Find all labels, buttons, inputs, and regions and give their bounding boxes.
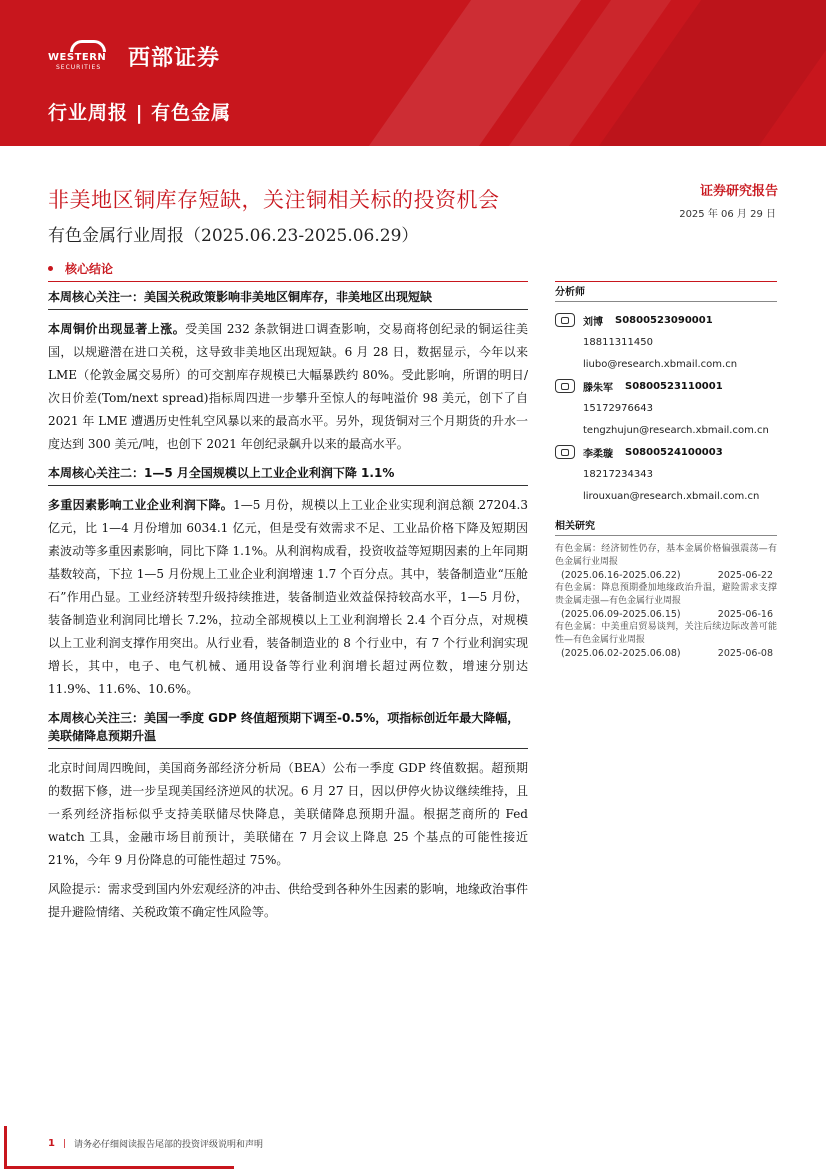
section-label: 核心结论 (65, 262, 114, 276)
analyst-name: 刘博 (583, 316, 603, 328)
report-type: 证券研究报告 (699, 184, 778, 199)
analyst-entry (555, 441, 777, 463)
related-item-date: 2025-06-22 (717, 570, 773, 581)
focus-heading-3: 本周核心关注三：美国一季度 GDP 终值超预期下调至-0.5%，项指标创近年最大降幅，美联储降息预期升温 (48, 707, 528, 749)
main-content (48, 286, 528, 930)
logo-text-en-sub: SECURITIES (56, 64, 102, 71)
focus-paragraph-3: 北京时间周四晚间，美国商务部经济分析局（BEA）公布一季度 GDP 终值数据。超预期的数据下修，进一步呈现美国经济逆风的状况。6 月 27 日，因以伊停火协议继续维持，且一系列经济指标似乎支持美联储尽快降息，美联储降息预期升温。根据芝商所的 Fed watch 工具，金融市场目前预计，美联储在 7 月会议上降息 25 个基点的可能性接近 21%，今年 9 月份降息的可能性超过 75%。 (48, 761, 528, 867)
related-heading: 相关研究 (555, 517, 777, 536)
divider (48, 281, 528, 282)
focus-heading-2: 本周核心关注二：1—5 月全国规模以上工业企业利润下降 1.1% (48, 462, 528, 486)
focus-lead-1: 本周铜价出现显著上涨。 (48, 322, 186, 336)
header-banner (0, 0, 826, 146)
report-subtitle: 有色金属行业周报（2025.06.23-2025.06.29） (48, 226, 419, 246)
phone-icon (555, 445, 575, 459)
risk-warning: 风险提示：需求受到国内外宏观经济的冲击、供给受到各种外生因素的影响，地缘政治事件提升避险情绪、关税政策不确定性风险等。 (48, 882, 529, 919)
analyst-phone: 18811311450 (583, 336, 653, 348)
focus-body-1: 受美国 232 条款铜进口调查影响，交易商将创纪录的铜运往美国，以规避潜在进口关税，这导致非美地区出现短缺。6 月 28 日，数据显示，今年以来 LME（伦敦金属交易所）的可交割库存规模已大幅暴跌约 80%。受此影响，所谓的明日/次日价差(Tom/next spread)指标周四进一步攀升至惊人的每吨溢价 98 美元，创下了自 2021 年 LME 遭遇历史性轧空风暴以来的最高水平。另外，现货铜对三个月期货的升水一度达到 300 美元/吨，也创下 2021 年创纪录飙升以来的最高水平。 (48, 322, 528, 451)
report-category: 行业周报 | 有色金属 (48, 102, 232, 124)
divider (555, 281, 777, 282)
sidebar (555, 283, 777, 660)
related-item-range: (2025.06.02-2025.06.08) (561, 648, 681, 659)
related-item-range: (2025.06.16-2025.06.22) (561, 570, 681, 581)
analyst-phone: 18217234343 (583, 468, 653, 480)
corner-decoration (4, 1126, 7, 1169)
analyst-name: 李柔璇 (583, 448, 613, 460)
related-item-date: 2025-06-08 (717, 648, 773, 659)
related-item-range: (2025.06.09-2025.06.15) (561, 609, 681, 620)
related-item-title[interactable]: 有色金属：经济韧性仍存，基本金属价格偏强震荡—有色金属行业周报 (555, 544, 777, 567)
analyst-phone: 15172976643 (583, 402, 653, 414)
report-title: 非美地区铜库存短缺，关注铜相关标的投资机会 (48, 188, 500, 212)
analyst-cert: S0800523090001 (615, 314, 713, 326)
analyst-heading: 分析师 (555, 283, 777, 302)
phone-icon (555, 379, 575, 393)
company-logo (48, 40, 220, 72)
phone-icon (555, 313, 575, 327)
footer-disclaimer: 请务必仔细阅读报告尾部的投资评级说明和声明 (74, 1140, 264, 1150)
related-item-meta (555, 608, 777, 621)
analyst-email[interactable]: liubo@research.xbmail.com.cn (583, 358, 738, 370)
page-footer (48, 1137, 263, 1150)
focus-heading-1: 本周核心关注一：美国关税政策影响非美地区铜库存，非美地区出现短缺 (48, 286, 528, 310)
related-research (555, 517, 777, 660)
focus-lead-2: 多重因素影响工业企业利润下降。 (48, 498, 234, 512)
analyst-email[interactable]: lirouxuan@research.xbmail.com.cn (583, 490, 760, 502)
focus-paragraph-1 (48, 318, 528, 456)
focus-paragraph-2 (48, 494, 528, 701)
analyst-entry (555, 375, 777, 397)
related-item-date: 2025-06-16 (717, 609, 773, 620)
bullet-icon (48, 266, 53, 271)
related-item-meta (555, 647, 777, 660)
analyst-email[interactable]: tengzhujun@research.xbmail.com.cn (583, 424, 769, 436)
footer-separator: | (62, 1138, 67, 1149)
logo-text-cn: 西部证券 (128, 45, 221, 71)
analyst-name: 滕朱军 (583, 382, 613, 394)
analyst-cert: S0800524100003 (625, 446, 723, 458)
related-item-title[interactable]: 有色金属：中美重启贸易谈判，关注后续边际改善可能性—有色金属行业周报 (555, 622, 777, 645)
logo-text-en: WESTERN (48, 52, 107, 63)
analyst-cert: S0800523110001 (625, 380, 723, 392)
focus-body-2: 1—5 月份，规模以上工业企业实现利润总额 27204.3 亿元，比 1—4 月份增加 6034.1 亿元，但是受有效需求不足、工业品价格下降及短期因素波动等多重因素影响，同比下降 1.1%。从利润构成看，投资收益等短期因素的上年同期基数较高，下拉 1—5 月份规上工业企业利润增速 1.7 个百分点。其中，装备制造业“压舱石”作用凸显。工业经济转型升级持续推进，装备制造业效益保持较高水平，1—5 月份，装备制造业利润同比增长 7.2%，拉动全部规模以上工业利润增长 2.4 个百分点，对规模以上工业利润支撑作用突出。从行业看，装备制造业的 8 个行业中，有 7 个行业利润实现增长，其中，电子、电气机械、通用设备等行业利润增长超过两位数，增速分别达 11.9%、11.6%、10.6%。 (48, 498, 528, 696)
related-item-meta (555, 569, 777, 582)
analyst-entry (555, 309, 777, 331)
report-date: 2025 年 06 月 29 日 (679, 209, 776, 220)
section-heading (48, 260, 113, 277)
related-item-title[interactable]: 有色金属：降息预期叠加地缘政治升温，避险需求支撑贵金属走强—有色金属行业周报 (555, 583, 777, 606)
bull-logo-icon (48, 40, 126, 72)
page-number: 1 (48, 1138, 55, 1149)
